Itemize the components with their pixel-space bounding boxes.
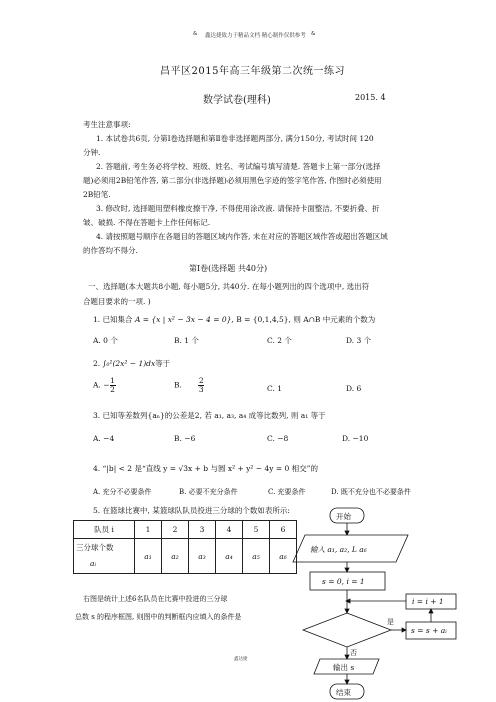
numerator: 2 xyxy=(198,376,204,385)
notice-line: 4. 请按照题号顺序在各题目的答题区域内作答, 未在对应的答题区域作答或超出答题区域 xyxy=(96,232,388,241)
flowchart-input-label: 输入 a₁, a₂, L a₆ xyxy=(310,545,367,554)
table-header-cell: 2 xyxy=(162,521,189,539)
q4-option-b: B. 必要不充分条件 xyxy=(179,488,238,496)
q4-option-d: D. 既不充分也不必要条件 xyxy=(331,488,411,496)
question-number: 1. xyxy=(93,315,101,324)
question-number: 2. xyxy=(93,359,101,368)
table-cell: a₆ xyxy=(270,539,297,574)
q1-option-a: A. 0 个 xyxy=(93,336,118,345)
notice-line: 题)必须用2B铅笔作答, 第二部分(非选择题)必须用黑色字迹的签字笔作答, 作图时必须使用 xyxy=(83,176,382,185)
question-text: , 则 A∩B 中元素的个数为 xyxy=(288,315,376,324)
footer-text: 鑫达捷 xyxy=(234,657,248,662)
header-right-mark: & xyxy=(311,31,316,37)
row-label-text: 三分球个数 xyxy=(76,543,114,552)
question-text: 在篮球比赛中, 某篮球队队员投进三分球的个数如表所示: xyxy=(102,506,290,515)
question-text: “|b| < 2 是“直线 y = √3x + b 与圆 x² + y² − 4y = 0 相交”的 xyxy=(102,464,318,473)
flowchart-increment-label: i = i + 1 xyxy=(412,597,444,606)
denominator: 3 xyxy=(198,385,204,394)
notice-line: 2. 答题前, 考生务必将学校、班级、姓名、考试编号填写清楚. 答题卡上第一部分(选择 xyxy=(96,162,381,171)
question-text: 等于 xyxy=(155,359,171,368)
notice-line: 分钟. xyxy=(83,148,101,157)
flowchart-no-label: 否 xyxy=(350,649,357,657)
q2-option-d: D. 6 xyxy=(346,384,362,393)
q3-option-c: C. −8 xyxy=(267,434,289,443)
q3-option-b: B. −6 xyxy=(174,434,196,443)
table-cell: a₁ xyxy=(135,539,162,574)
section-intro: 一、选择题(本大题共8小题, 每小题5分, 共40分. 在每小题列出的四个选项中, 选出符 xyxy=(88,282,370,291)
table-header-cell: 4 xyxy=(216,521,243,539)
exam-date: 2015. 4 xyxy=(355,93,386,102)
flowchart-accumulate-label: s = s + aᵢ xyxy=(411,626,447,635)
question-text: 已知集合 xyxy=(102,315,133,324)
header-left-mark: & xyxy=(193,31,198,37)
option-label: B. xyxy=(174,380,182,390)
q3-option-d: D. −10 xyxy=(342,434,369,443)
denominator: 2 xyxy=(110,385,115,394)
q1-option-d: D. 3 个 xyxy=(346,336,372,345)
table-header-cell: 队员 i xyxy=(74,521,135,539)
flowchart-start-label: 开始 xyxy=(336,512,351,521)
notice-line: 3. 修改时, 选择题用塑料橡皮擦干净, 不得使用涂改液. 请保持卡面整洁, 不要折叠、折 xyxy=(96,204,380,213)
table-header-cell: 6 xyxy=(270,521,297,539)
flowchart-output-label: 输出 s xyxy=(333,663,355,672)
flowchart-decision-node xyxy=(303,613,391,647)
flowchart-yes-label: 是 xyxy=(387,618,394,626)
q4-option-a: A. 充分不必要条件 xyxy=(93,488,152,496)
header-text: 鑫达捷致力于精品文档 精心制作仅供参考 xyxy=(205,33,306,39)
question-text: 已知等差数列{aₙ}的公差是2, 若 a₁, a₃, a₄ 成等比数列, 则 a₁ 等于 xyxy=(102,411,326,420)
notice-line: 的作答均不得分. xyxy=(83,246,138,255)
question-5-description: 右图是统计上述6名队员在比赛中投进的三分球 xyxy=(83,595,228,603)
question-number: 4. xyxy=(93,464,101,473)
table-header-cell: 3 xyxy=(189,521,216,539)
table-cell: a₂ xyxy=(162,539,189,574)
page-title: 昌平区2015年高三年级第二次统一练习 xyxy=(160,66,345,77)
table-cell: a₄ xyxy=(216,539,243,574)
q2-option-c: C. 1 xyxy=(267,384,283,393)
option-label: A. xyxy=(93,380,101,390)
row-label-symbol: aᵢ xyxy=(90,559,96,568)
notice-title: 考生注意事项: xyxy=(83,120,131,129)
question-5-description: 总数 s 的程序框图, 则图中的判断框内应填入的条件是 xyxy=(75,613,242,621)
flowchart-end-label: 结束 xyxy=(336,688,351,697)
table-header-cell: 1 xyxy=(135,521,162,539)
set-b: , B = {0,1,4,5} xyxy=(231,315,289,324)
section-intro: 合题目要求的一项. ) xyxy=(83,297,151,306)
question-number: 5. xyxy=(93,506,101,515)
numerator: 1 xyxy=(110,376,115,385)
q1-option-b: B. 1 个 xyxy=(174,336,199,345)
integral-expression: ∫₀¹(2x² − 1)dx xyxy=(102,359,156,368)
page-subtitle: 数学试卷(理科) xyxy=(203,95,271,106)
flowchart-init-label: s = 0, i = 1 xyxy=(322,577,365,586)
set-a: A = {x | x² − 3x − 4 = 0} xyxy=(134,315,232,324)
option-sign: − xyxy=(103,380,110,390)
notice-line: 皱、破损. 不得在答题卡上作任何标记. xyxy=(83,218,211,227)
notice-line: 1. 本试卷共6页, 分第Ⅰ卷选择题和第Ⅱ卷非选择题两部分, 满分150分, 考试时间 120 xyxy=(96,134,374,143)
notice-line: 2B铅笔. xyxy=(83,190,111,199)
q3-option-a: A. −4 xyxy=(93,434,115,443)
section-title: 第Ⅰ卷(选择题 共40分) xyxy=(189,264,268,273)
table-cell: a₅ xyxy=(243,539,270,574)
q4-option-c: C. 充要条件 xyxy=(268,488,306,496)
table-cell: a₃ xyxy=(189,539,216,574)
q1-option-c: C. 2 个 xyxy=(267,336,292,345)
question-number: 3. xyxy=(93,411,101,420)
table-header-cell: 5 xyxy=(243,521,270,539)
